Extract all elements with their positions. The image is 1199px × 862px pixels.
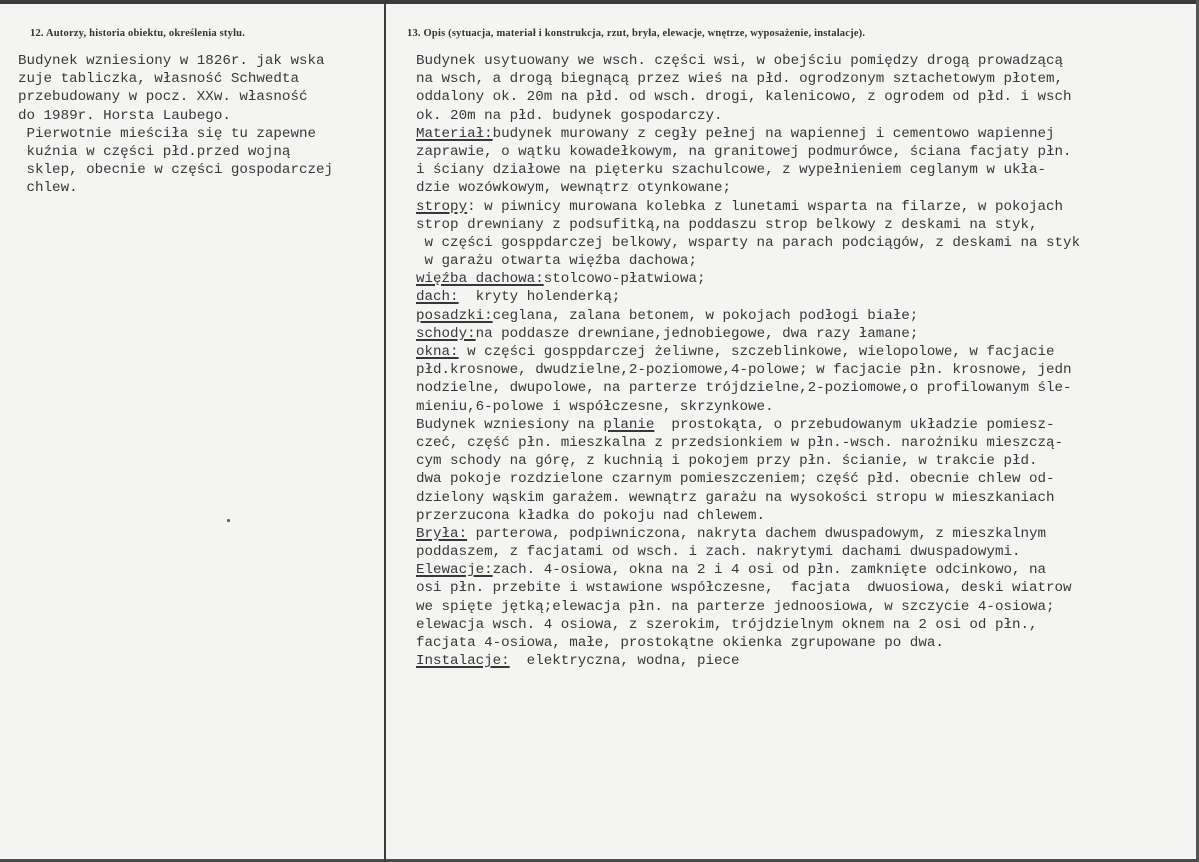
description-line: [416, 634, 1197, 652]
line-text: budynek murowany z cegły pełnej na wapiennej i cementowo wapiennej: [492, 125, 1055, 142]
description-line: [416, 561, 1197, 579]
line-text: elewacja wsch. 4 osiowa, z szerokim, trójdzielnym oknem na 2 osi od płn.,: [416, 616, 1038, 633]
description-line: [416, 216, 1197, 234]
section-label: planie: [603, 416, 655, 433]
line-text: poddaszem, z facjatami od wsch. i zach. nakrytymi dachami dwuspadowymi.: [416, 544, 1021, 561]
description-line: [416, 107, 1197, 125]
description-line: [416, 270, 1197, 288]
description-line: [416, 616, 1197, 634]
line-text: czeć, część płn. mieszkalna z przedsionkiem w płn.-wsch. narożniku mieszczą-: [416, 434, 1064, 451]
description-line: [416, 434, 1197, 452]
description-line: [416, 652, 1197, 670]
section-label: posadzki:: [416, 307, 493, 324]
line-text: Budynek usytuowany we wsch. części wsi, w obejściu pomiędzy drogą prowadzącą: [416, 53, 1064, 69]
history-line: do 1989r. Horsta Laubego.: [18, 107, 231, 124]
line-text: facjata 4-osiowa, małe, prostokątne okienka zgrupowane po dwa.: [416, 635, 944, 651]
history-line: kuźnia w części płd.przed wojną: [18, 143, 291, 160]
history-text: [18, 52, 384, 198]
line-text: zach. 4-osiowa, okna na 2 i 4 osi od płn. zamknięte odcinkowo, na: [492, 562, 1047, 579]
line-text: cym schody na górę, z kuchnią i pokojem przy płn. ścianie, w trakcie płd.: [416, 453, 1038, 470]
column-divider: [384, 4, 386, 862]
section-label: więźba dachowa:: [416, 271, 544, 288]
description-line: [416, 252, 1197, 270]
description-line: [416, 343, 1197, 361]
description-line: [416, 288, 1197, 306]
description-line: [416, 143, 1197, 161]
history-line: Pierwotnie mieściła się tu zapewne: [18, 125, 316, 142]
description-line: [416, 234, 1197, 252]
line-text: i ściany działowe na pięterku szachulcowe, z wypełnieniem ceglanym w ukła-: [416, 162, 1047, 179]
description-line: [416, 379, 1197, 397]
line-text: parterowa, podpiwniczona, nakryta dachem dwuspadowym, z mieszkalnym: [467, 525, 1047, 542]
line-text: w części gosppdarczej żeliwne, szczeblinkowe, wielopolowe, w facjacie: [458, 344, 1055, 360]
line-text: w garażu otwarta więźba dachowa;: [416, 253, 697, 270]
history-line: chlew.: [18, 180, 78, 197]
description-line: [416, 507, 1197, 525]
description-line: [416, 543, 1197, 561]
history-line: Budynek wzniesiony w 1826r. jak wska: [18, 53, 325, 69]
description-line: [416, 88, 1197, 106]
section-13-header: 13. Opis (sytuacja, materiał i konstrukcja, rzut, bryła, elewacje, wnętrze, wyposażenie, instalacje).: [407, 28, 866, 39]
line-text: mieniu,6-polowe i współczesne, skrzynkowe.: [416, 398, 774, 415]
description-line: [416, 325, 1197, 343]
line-text: Budynek wzniesiony na: [416, 416, 604, 433]
section-label: Materiał:: [416, 125, 493, 142]
line-text: ok. 20m na płd. budynek gospodarczy.: [416, 107, 723, 124]
line-text: przerzucona kładka do pokoju nad chlewem.: [416, 507, 766, 524]
history-line: zuje tabliczka, własność Schwedta: [18, 71, 299, 88]
line-text: nodzielne, dwupolowe, na parterze trójdzielne,2-poziomowe,o profilowanym śle-: [416, 380, 1072, 397]
line-text: w części gosppdarczej belkowy, wsparty na parach podciągów, z deskami na styk: [416, 234, 1081, 251]
section-label: dach:: [416, 289, 459, 306]
description-line: [416, 398, 1197, 416]
history-line: przebudowany w pocz. XXw. własność: [18, 89, 308, 106]
line-text: dwa pokoje rozdzielone czarnym pomieszczeniem; część płd. obecnie chlew od-: [416, 471, 1055, 488]
section-label: okna:: [416, 344, 459, 360]
description-line: [416, 416, 1197, 434]
line-text: oddalony ok. 20m na płd. od wsch. drogi, kalenicowo, z ogrodem od płd. i wsch: [416, 89, 1072, 106]
line-text: strop drewniany z podsufitką,na poddaszu strop belkowy z deskami na styk,: [416, 216, 1038, 233]
description-line: [416, 125, 1197, 143]
description-line: [416, 525, 1197, 543]
section-label: Bryła:: [416, 525, 468, 542]
section-label: schody:: [416, 325, 476, 342]
description-line: [416, 598, 1197, 616]
description-line: [416, 470, 1197, 488]
description-line: [416, 198, 1197, 216]
line-text: we spięte jętką;elewacja płn. na parterze jednoosiowa, w szczycie 4-osiowa;: [416, 598, 1055, 615]
line-text: na wsch, a drogą biegnącą przez wieś na płd. ogrodzonym sztachetowym płotem,: [416, 71, 1064, 88]
line-text: kryty holenderką;: [458, 289, 621, 306]
description-text: [416, 52, 1197, 670]
line-text: ceglana, zalana betonem, w pokojach podłogi białe;: [492, 307, 919, 324]
line-text: na poddasze drewniane,jednobiegowe, dwa razy łamane;: [475, 325, 919, 342]
line-text: elektryczna, wodna, piece: [509, 653, 740, 670]
section-label: stropy: [416, 198, 468, 215]
line-text: prostokąta, o przebudowanym układzie pomiesz-: [654, 416, 1055, 433]
line-text: : w piwnicy murowana kolebka z lunetami wsparta na filarze, w pokojach: [467, 198, 1064, 215]
line-text: płd.krosnowe, dwudzielne,2-poziomowe,4-polowe; w facjacie płn. krosnowe, jedn: [416, 362, 1072, 379]
line-text: osi płn. przebite i wstawione współczesne, facjata dwuosiowa, deski wiatrow: [416, 580, 1072, 597]
description-line: [416, 70, 1197, 88]
section-label: Instalacje:: [416, 653, 510, 670]
line-text: dzie wozówkowym, wewnątrz otynkowane;: [416, 180, 732, 197]
description-line: [416, 361, 1197, 379]
history-line: sklep, obecnie w części gospodarczej: [18, 162, 334, 179]
section-12-header: 12. Autorzy, historia obiektu, określenia stylu.: [30, 28, 246, 39]
description-line: [416, 489, 1197, 507]
section-label: Elewacje:: [416, 562, 493, 579]
description-line: [416, 52, 1197, 70]
description-line: [416, 179, 1197, 197]
line-text: dzielony wąskim garażem. wewnątrz garażu na wysokości stropu w mieszkaniach: [416, 489, 1055, 506]
description-line: [416, 452, 1197, 470]
paper-speck: [227, 519, 230, 522]
description-line: [416, 579, 1197, 597]
description-line: [416, 307, 1197, 325]
top-border: [0, 0, 1199, 4]
line-text: stolcowo-płatwiowa;: [543, 271, 706, 288]
line-text: zaprawie, o wątku kowadełkowym, na granitowej podmurówce, ściana facjaty płn.: [416, 143, 1072, 160]
description-line: [416, 161, 1197, 179]
